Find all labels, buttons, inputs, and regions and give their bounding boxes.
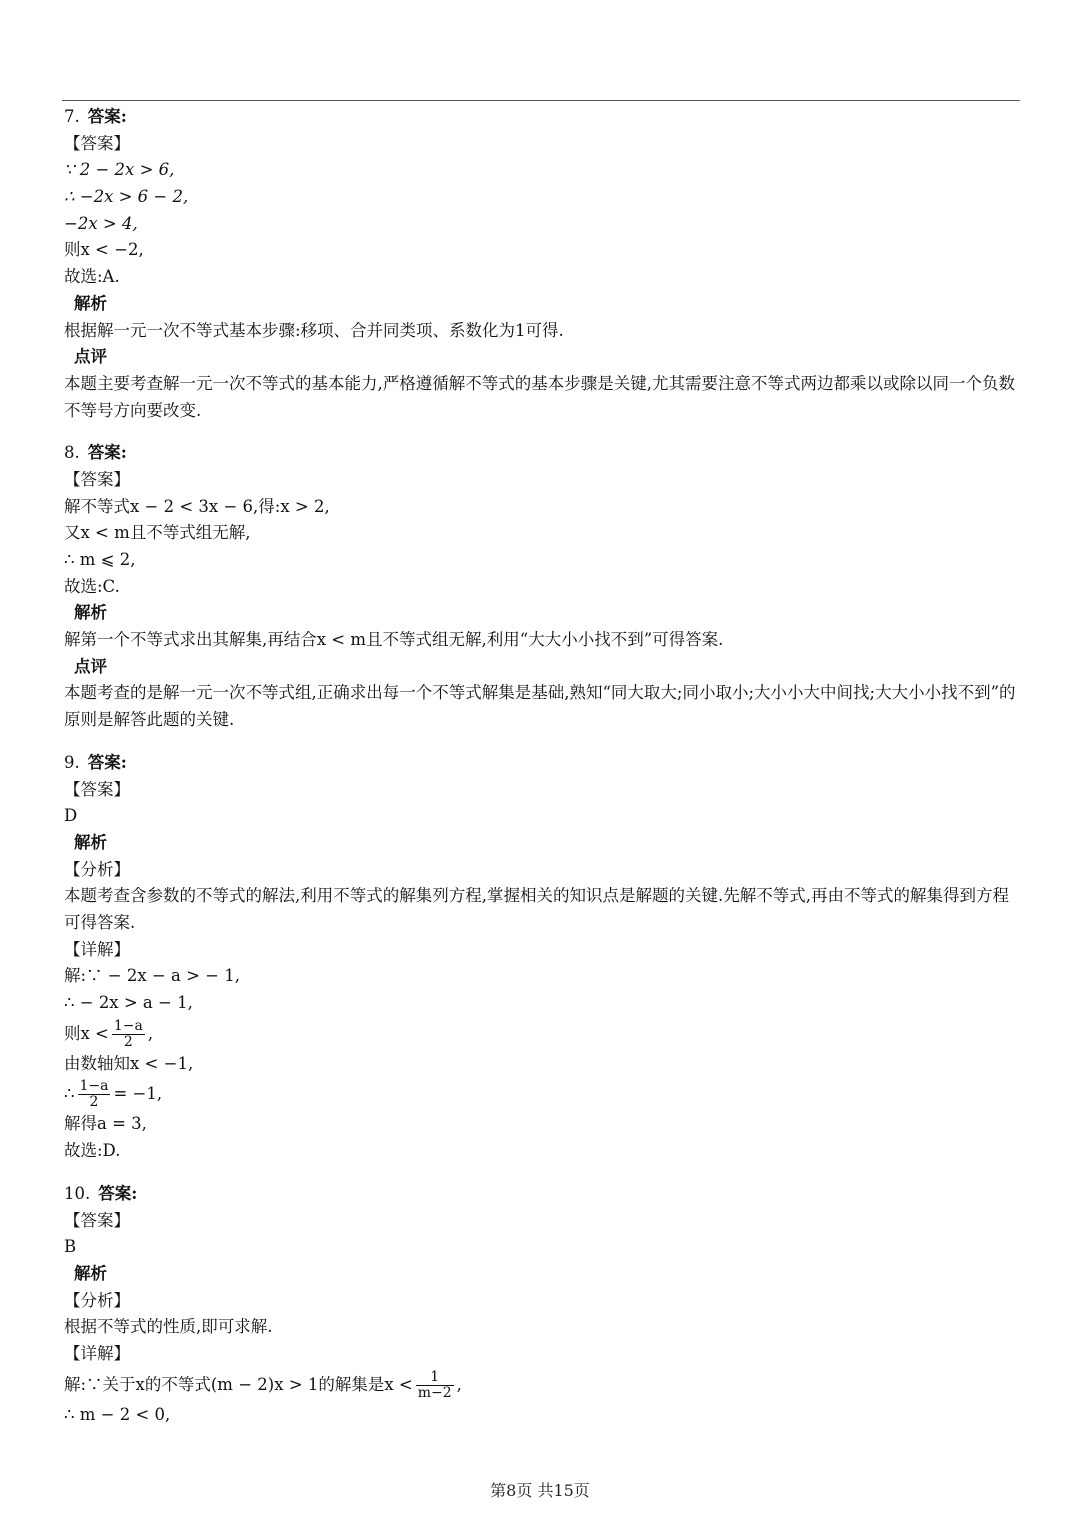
question-8: [64, 440, 1020, 734]
analysis-text: 根据解一元一次不等式基本步骤:移项、合并同类项、系数化为1可得.: [64, 320, 564, 340]
detail-step-2: ∴ − 2x > a − 1,: [64, 993, 193, 1013]
fraction: $\frac{1}{m-2}$: [417, 1368, 452, 1401]
detail-step-2: ∴ m − 2 < 0,: [64, 1404, 171, 1424]
step-4: 则x < −2,: [64, 240, 144, 260]
comment-title: 点评: [74, 347, 107, 367]
detail-label: 【详解】: [64, 1343, 130, 1363]
analysis-title: 解析: [74, 832, 107, 852]
analysis-title: 解析: [74, 603, 107, 623]
comment-text: 本题考查的是解一元一次不等式组,正确求出每一个不等式解集是基础,熟知“同大取大;同小取小;大小小大中间找;大大小小找不到”的原则是解答此题的关键.: [64, 683, 1016, 730]
step-3: −2x > 4,: [64, 213, 138, 233]
step-1: ∵ 2 − 2x > 6,: [64, 160, 175, 180]
question-9: [64, 750, 1020, 1165]
detail-step-7: 故选:D.: [64, 1141, 121, 1161]
detail-step-3: 则x < $\frac{1-a}{2}$ ,: [64, 1017, 154, 1050]
question-8-heading: 8. 答案:: [64, 443, 127, 463]
detail-step-5: ∴ $\frac{1-a}{2}$ = −1,: [64, 1078, 163, 1111]
page-content: [64, 104, 1020, 1440]
answer-label: 【答案】: [64, 1210, 130, 1230]
comment-text: 本题主要考查解一元一次不等式的基本能力,严格遵循解不等式的基本步骤是关键,尤其需要注意不等式两边都乘以或除以同一个负数不等号方向要改变.: [64, 373, 1015, 420]
header-rule: [62, 100, 1020, 101]
detail-label: 【详解】: [64, 939, 130, 959]
question-7: [64, 104, 1020, 424]
fraction: $\frac{1-a}{2}$: [113, 1017, 143, 1050]
detail-step-1: 解:∵ − 2x − a > − 1,: [64, 966, 240, 986]
analysis-title: 解析: [74, 293, 107, 313]
comment-title: 点评: [74, 656, 107, 676]
answer-label: 【答案】: [64, 469, 130, 489]
analysis-text: 本题考查含参数的不等式的解法,利用不等式的解集列方程,掌握相关的知识点是解题的关键.先解不等式,再由不等式的解集得到方程可得答案.: [64, 886, 1009, 933]
question-10-heading: 10. 答案:: [64, 1183, 138, 1203]
step-2: ∴ −2x > 6 − 2,: [64, 187, 189, 207]
step-4: 故选:C.: [64, 576, 120, 596]
page-footer: 第8页 共15页: [490, 1481, 590, 1500]
question-9-heading: 9. 答案:: [64, 752, 127, 772]
question-7-heading: 7. 答案:: [64, 107, 127, 126]
answer-label: 【答案】: [64, 133, 130, 153]
answer-label: 【答案】: [64, 779, 130, 799]
question-10: [64, 1181, 1020, 1429]
step-5: 故选:A.: [64, 267, 120, 287]
analysis-title: 解析: [74, 1263, 107, 1283]
step-3: ∴ m ⩽ 2,: [64, 550, 136, 570]
analysis-label: 【分析】: [64, 859, 130, 879]
step-2: 又x < m且不等式组无解,: [64, 523, 251, 543]
answer-value: B: [64, 1237, 77, 1257]
detail-step-1: 解:∵关于x的不等式(m − 2)x > 1的解集是x < $\frac{1}{m-2}$ ,: [64, 1368, 462, 1401]
detail-step-4: 由数轴知x < −1,: [64, 1053, 194, 1073]
answer-value: D: [64, 806, 78, 826]
detail-step-6: 解得a = 3,: [64, 1114, 147, 1134]
analysis-text: 根据不等式的性质,即可求解.: [64, 1317, 273, 1337]
analysis-text: 解第一个不等式求出其解集,再结合x < m且不等式组无解,利用“大大小小找不到”可得答案.: [64, 630, 724, 650]
analysis-label: 【分析】: [64, 1290, 130, 1310]
step-1: 解不等式x − 2 < 3x − 6,得:x > 2,: [64, 496, 330, 516]
fraction: $\frac{1-a}{2}$: [79, 1078, 109, 1111]
